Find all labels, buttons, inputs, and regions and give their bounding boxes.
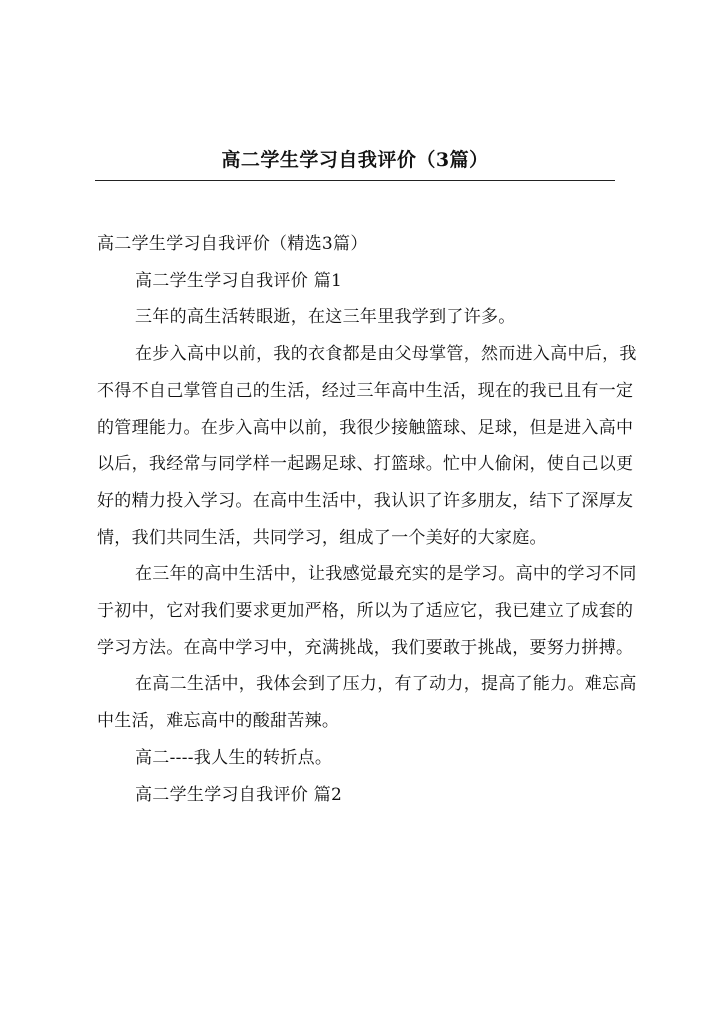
paragraph-5: 高二----我人生的转折点。 xyxy=(135,747,333,768)
paragraph-1: 三年的高生活转眼逝，在这三年里我学到了许多。 xyxy=(135,307,516,328)
document-subtitle: 高二学生学习自我评价（精选3篇） xyxy=(97,234,368,254)
paragraph-4: 在高二生活中，我体会到了压力，有了动力，提高了能力。难忘高中生活，难忘高中的酸甜苦辣。 xyxy=(97,674,637,732)
document-title: 高二学生学习自我评价（3篇） xyxy=(221,149,489,171)
paragraph-3: 在三年的高中生活中，让我感觉最充实的是学习。高中的学习不同于初中，它对我们要求更加严格，所以为了适应它，我已建立了成套的学习方法。在高中学习中，充满挑战，我们要敢于挑战，要努力拼搏。 xyxy=(97,564,637,658)
section-heading-2: 高二学生学习自我评价 篇2 xyxy=(135,784,343,805)
title-divider xyxy=(95,180,615,181)
document-body xyxy=(97,226,642,813)
section-heading-1: 高二学生学习自我评价 篇1 xyxy=(135,270,343,291)
paragraph-2: 在步入高中以前，我的衣食都是由父母掌管，然而进入高中后，我不得不自己掌管自己的生活，经过三年高中生活，现在的我已且有一定的管理能力。在步入高中以前，我很少接触篮球、足球，但是进入高中以后，我经常与同学样一起踢足球、打篮球。忙中人偷闲，使自己以更好的精力投入学习。在高中生活中，我认识了许多朋友，结下了深厚友情，我们共同生活，共同学习，组成了一个美好的大家庭。 xyxy=(97,344,637,548)
